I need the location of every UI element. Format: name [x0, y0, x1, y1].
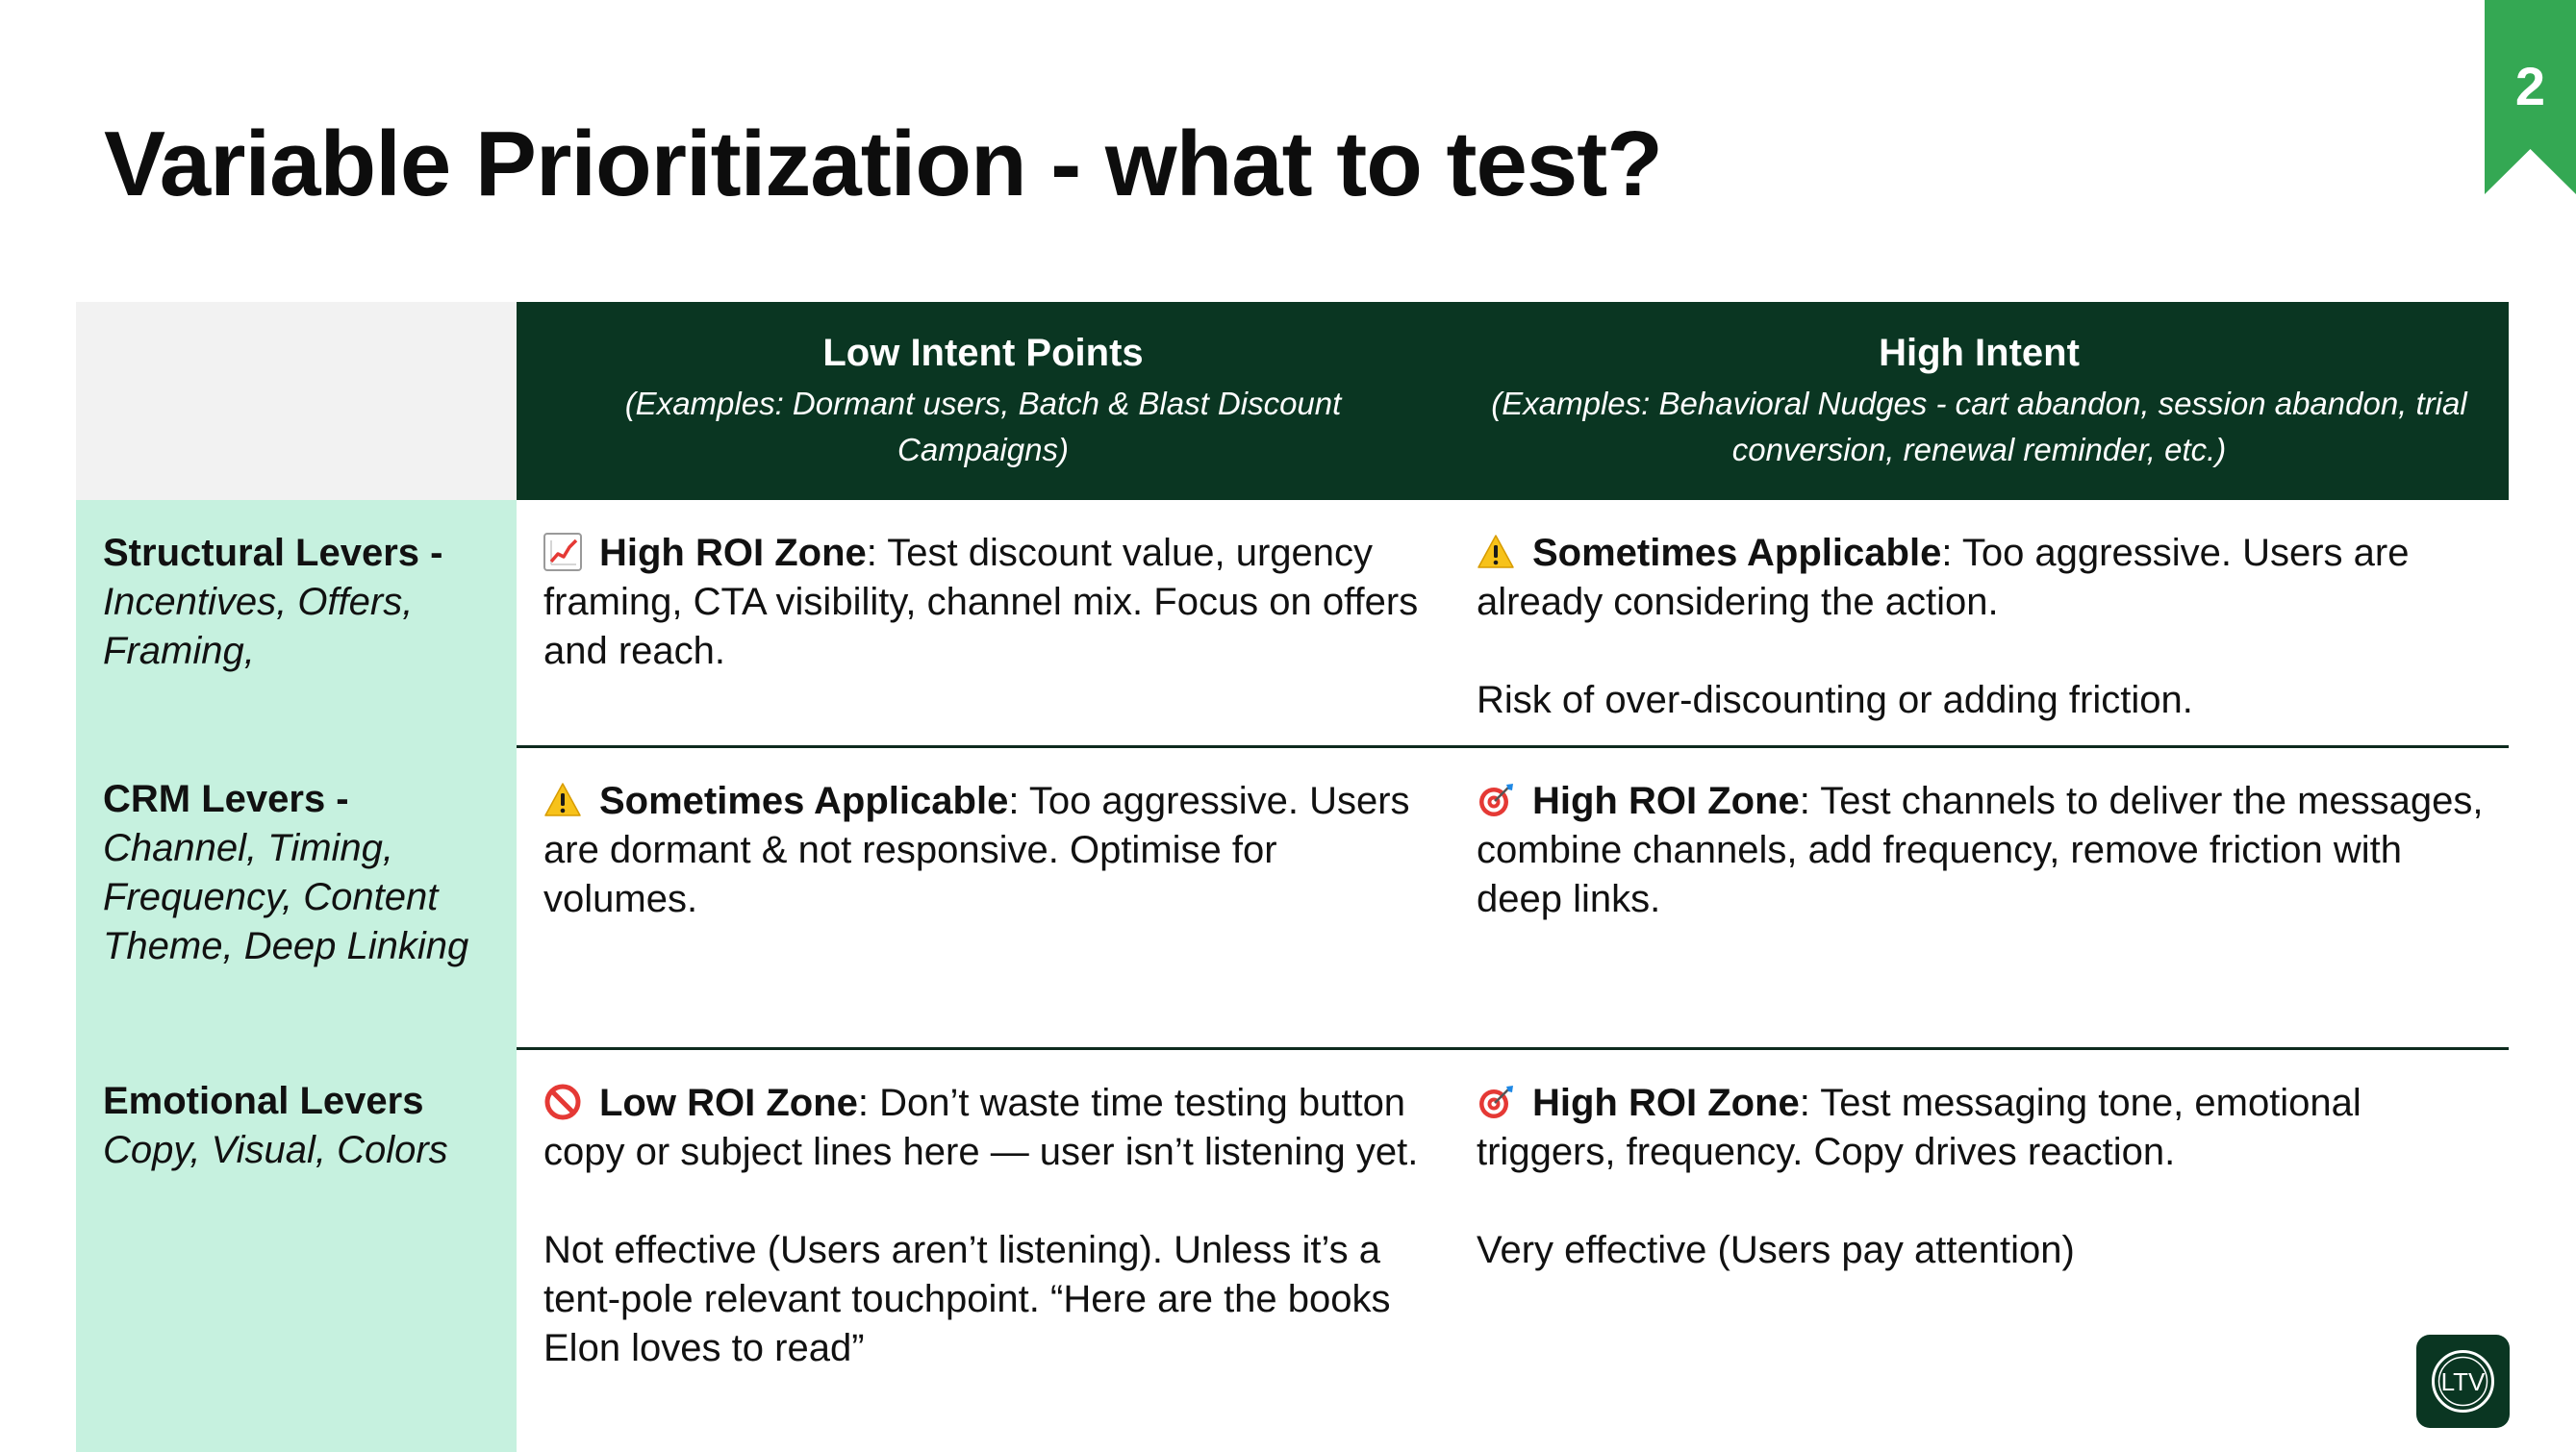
chart-increasing-icon: [543, 533, 582, 571]
page-number-badge: [2485, 0, 2576, 194]
column-header-low-intent: [517, 302, 1450, 500]
ltv-logo: [2416, 1335, 2510, 1428]
column-title: High Intent: [1879, 332, 2080, 374]
slide-title: Variable Prioritization - what to test?: [104, 113, 1662, 215]
row-subtitle: Copy, Visual, Colors: [103, 1129, 448, 1171]
row-title: Structural Levers -: [103, 532, 443, 574]
cell-text: : Don’t waste time testing button copy or subject lines here — user isn’t listening yet.: [543, 1081, 1419, 1173]
cell-extra-text: Not effective (Users aren’t listening). Unless it’s a tent-pole relevant touchpoint. “Here are the books Elon loves to read”: [543, 1228, 1391, 1369]
table-row: [76, 1048, 2509, 1452]
column-title: Low Intent Points: [822, 332, 1144, 374]
prioritization-table: [76, 302, 2509, 1452]
column-header-high-intent: [1450, 302, 2509, 500]
cell-label: High ROI Zone: [1532, 1081, 1800, 1124]
warning-icon: [543, 781, 582, 819]
row-title: Emotional Levers: [103, 1080, 424, 1122]
cell-text: : Test channels to deliver the messages, combine channels, add frequency, remove friction with deep links.: [1477, 779, 2484, 920]
row-header-crm-levers: [76, 746, 517, 1048]
cell-crm-low-intent: [517, 746, 1450, 1048]
page-number: 2: [2514, 56, 2546, 116]
cell-crm-high-intent: [1450, 746, 2509, 1048]
cell-label: High ROI Zone: [1532, 779, 1800, 822]
cell-label: High ROI Zone: [599, 532, 867, 574]
cell-label: Low ROI Zone: [599, 1081, 858, 1124]
table-row: [76, 746, 2509, 1048]
target-icon: [1477, 781, 1515, 819]
header-row: [76, 302, 2509, 500]
ltv-logo-icon: [2416, 1335, 2510, 1428]
row-header-emotional-levers: [76, 1048, 517, 1452]
cell-text: : Too aggressive. Users are dormant & not responsive. Optimise for volumes.: [543, 779, 1410, 920]
cell-emotional-high-intent: [1450, 1048, 2509, 1452]
cell-text: : Too aggressive. Users are already considering the action.: [1477, 532, 2410, 623]
prohibited-icon: [543, 1083, 582, 1121]
table-row: [76, 500, 2509, 746]
cell-label: Sometimes Applicable: [599, 779, 1009, 822]
corner-cell: [76, 302, 517, 500]
cell-text: : Test discount value, urgency framing, CTA visibility, channel mix. Focus on offers and reach.: [543, 532, 1419, 672]
row-title: CRM Levers -: [103, 778, 349, 820]
cell-structural-low-intent: [517, 500, 1450, 746]
cell-extra-text: Very effective (Users pay attention): [1477, 1228, 2075, 1271]
row-header-structural-levers: [76, 500, 517, 746]
logo-text: LTV: [2440, 1367, 2486, 1396]
row-subtitle: Incentives, Offers, Framing,: [103, 581, 414, 672]
target-icon: [1477, 1083, 1515, 1121]
cell-emotional-low-intent: [517, 1048, 1450, 1452]
cell-structural-high-intent: [1450, 500, 2509, 746]
warning-icon: [1477, 533, 1515, 571]
cell-label: Sometimes Applicable: [1532, 532, 1942, 574]
column-subtitle: (Examples: Dormant users, Batch & Blast Discount Campaigns): [624, 386, 1342, 467]
cell-extra-text: Risk of over-discounting or adding friction.: [1477, 679, 2193, 721]
column-subtitle: (Examples: Behavioral Nudges - cart abandon, session abandon, trial conversion, renewal reminder, etc.): [1491, 386, 2467, 467]
row-subtitle: Channel, Timing, Frequency, Content Theme, Deep Linking: [103, 827, 469, 967]
cell-text: : Test messaging tone, emotional triggers, frequency. Copy drives reaction.: [1477, 1081, 2361, 1173]
